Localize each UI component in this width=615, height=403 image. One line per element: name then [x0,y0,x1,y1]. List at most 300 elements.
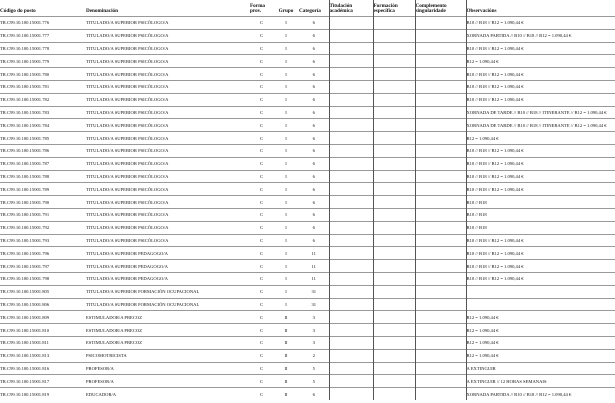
cell-titulacion [329,298,373,311]
cell-forma: C [250,247,273,260]
table-row [0,119,615,132]
cell-codigo: TR.C99.10.100.15001.813 [0,349,86,362]
cell-formacion [373,144,415,157]
cell-formacion [373,196,415,209]
cell-observacions: B10 // B18 // B12 = 1.090,44 € [466,157,615,170]
cell-grupo: I [273,42,299,55]
cell-titulacion [329,349,373,362]
cell-grupo: I [273,106,299,119]
cell-observacions: A EXTINGUIR [466,362,615,375]
cell-categoria: 6 [299,119,329,132]
cell-categoria: 11 [299,247,329,260]
cell-observacions: B10 // B18 // B12 = 1.090,44 € [466,80,615,93]
cell-observacions: B10 // B18 // B12 = 1.090,44 € [466,170,615,183]
cell-grupo: I [273,93,299,106]
cell-formacion [373,132,415,145]
header-observacions: Observacións [466,0,615,17]
cell-grupo: I [273,157,299,170]
table-row [0,196,615,209]
cell-denominacion: TITULADO/A SUPERIOR PEDAGOGO/A [86,272,250,285]
cell-denominacion: TITULADO/A SUPERIOR PSICÓLOGO/A [86,80,250,93]
cell-complemento [415,183,466,196]
cell-observacions: B10 // B18 // B12 = 1.090,44 € [466,247,615,260]
cell-observacions [466,285,615,298]
cell-observacions: XORNADA PARTIDA // B10 // B18 // B12 = 1.090,44 € [466,388,615,400]
cell-denominacion: ESTIMULADOR/A PRECOZ [86,311,250,324]
cell-categoria: 5 [299,375,329,388]
cell-formacion [373,221,415,234]
table-row [0,298,615,311]
cell-codigo: TR.C99.10.100.15001.790 [0,196,86,209]
cell-forma: C [250,17,273,30]
cell-formacion [373,375,415,388]
cell-grupo: I [273,221,299,234]
cell-grupo: I [273,285,299,298]
cell-grupo: I [273,298,299,311]
cell-codigo: TR.C99.10.100.15001.806 [0,298,86,311]
cell-forma: C [250,55,273,68]
cell-forma: C [250,311,273,324]
cell-grupo: I [273,183,299,196]
cell-categoria: 11 [299,272,329,285]
cell-forma: C [250,260,273,273]
cell-titulacion [329,221,373,234]
table-row [0,68,615,81]
cell-forma: C [250,80,273,93]
cell-observacions: B12 = 1.090,44 € [466,336,615,349]
cell-grupo: I [273,234,299,247]
cell-codigo: TR.C99.10.100.15001.789 [0,183,86,196]
cell-observacions: B12 = 1.090,44 € [466,324,615,337]
header-forma: Forma prov. [250,2,265,15]
cell-observacions: XORNADA DE TARDE // B10 // B18 // ITINERANTE // B12 = 1.090,44 € [466,119,615,132]
cell-grupo: I [273,247,299,260]
cell-codigo: TR.C99.10.100.15001.780 [0,68,86,81]
cell-forma: C [250,336,273,349]
cell-forma: C [250,29,273,42]
cell-grupo: I [273,68,299,81]
cell-denominacion: TITULADO/A SUPERIOR PSICÓLOGO/A [86,157,250,170]
cell-observacions: B10 // B18 [466,208,615,221]
cell-complemento [415,324,466,337]
cell-codigo: TR.C99.10.100.15001.788 [0,170,86,183]
cell-forma: C [250,93,273,106]
cell-formacion [373,336,415,349]
cell-observacions: B12 = 1.090,44 € [466,311,615,324]
cell-denominacion: ESTIMULADOR/A PRECOZ [86,336,250,349]
cell-codigo: TR.C99.10.100.15001.796 [0,247,86,260]
cell-codigo: TR.C99.10.100.15001.785 [0,132,86,145]
cell-complemento [415,17,466,30]
cell-observacions: B10 // B18 // B12 = 1.090,44 € [466,272,615,285]
cell-titulacion [329,42,373,55]
cell-titulacion [329,247,373,260]
cell-complemento [415,221,466,234]
cell-codigo: TR.C99.10.100.15001.777 [0,29,86,42]
cell-formacion [373,208,415,221]
cell-titulacion [329,119,373,132]
cell-complemento [415,119,466,132]
cell-forma: C [250,42,273,55]
cell-denominacion: TITULADO/A SUPERIOR PEDAGOGO/A [86,247,250,260]
cell-categoria: 3 [299,336,329,349]
cell-complemento [415,362,466,375]
cell-codigo: TR.C99.10.100.15001.805 [0,285,86,298]
cell-complemento [415,247,466,260]
table-row [0,375,615,388]
cell-categoria: 31 [299,298,329,311]
cell-codigo: TR.C99.10.100.15001.798 [0,272,86,285]
cell-formacion [373,93,415,106]
cell-categoria: 6 [299,80,329,93]
cell-codigo: TR.C99.10.100.15001.779 [0,55,86,68]
cell-grupo: II [273,336,299,349]
cell-formacion [373,17,415,30]
cell-complemento [415,272,466,285]
cell-codigo: TR.C99.10.100.15001.787 [0,157,86,170]
cell-complemento [415,208,466,221]
cell-titulacion [329,196,373,209]
cell-forma: C [250,68,273,81]
table-row [0,93,615,106]
cell-codigo: TR.C99.10.100.15001.783 [0,106,86,119]
cell-observacions: B10 // B18 // B12 = 1.090,44 € [466,144,615,157]
cell-grupo: II [273,324,299,337]
table-header-row [0,0,615,17]
cell-forma: C [250,234,273,247]
cell-formacion [373,272,415,285]
cell-categoria: 6 [299,196,329,209]
cell-categoria: 6 [299,388,329,400]
cell-complemento [415,55,466,68]
cell-formacion [373,183,415,196]
cell-denominacion: TITULADO/A SUPERIOR PSICÓLOGO/A [86,132,250,145]
cell-formacion [373,260,415,273]
cell-forma: C [250,349,273,362]
cell-grupo: I [273,132,299,145]
cell-denominacion: TITULADO/A SUPERIOR PSICÓLOGO/A [86,119,250,132]
cell-categoria: 6 [299,42,329,55]
cell-grupo: I [273,170,299,183]
cell-titulacion [329,80,373,93]
cell-denominacion: PROFESOR/A [86,375,250,388]
table-row [0,272,615,285]
cell-categoria: 5 [299,362,329,375]
cell-denominacion: TITULADO/A SUPERIOR PEDAGOGO/A [86,260,250,273]
cell-codigo: TR.C99.10.100.15001.810 [0,324,86,337]
cell-titulacion [329,93,373,106]
cell-observacions: B10 // B18 // B12 = 1.090,44 € [466,260,615,273]
cell-denominacion: ESTIMULADOR/A PRECOZ [86,324,250,337]
cell-formacion [373,324,415,337]
cell-categoria: 31 [299,285,329,298]
cell-observacions: B12 = 1.090,44 € [466,55,615,68]
cell-titulacion [329,375,373,388]
cell-titulacion [329,260,373,273]
cell-forma: C [250,119,273,132]
cell-codigo: TR.C99.10.100.15001.776 [0,17,86,30]
cell-codigo: TR.C99.10.100.15001.786 [0,144,86,157]
table-row [0,362,615,375]
cell-forma: C [250,388,273,400]
cell-categoria: 6 [299,157,329,170]
cell-forma: C [250,183,273,196]
cell-complemento [415,80,466,93]
cell-codigo: TR.C99.10.100.15001.793 [0,234,86,247]
cell-grupo: I [273,272,299,285]
cell-codigo: TR.C99.10.100.15001.809 [0,311,86,324]
cell-denominacion: TITULADO/A SUPERIOR FORMACIÓN OCUPACIONAL [86,298,250,311]
cell-formacion [373,106,415,119]
table-row [0,170,615,183]
cell-complemento [415,298,466,311]
cell-formacion [373,80,415,93]
cell-forma: C [250,196,273,209]
cell-titulacion [329,234,373,247]
cell-grupo: I [273,260,299,273]
cell-forma: C [250,362,273,375]
cell-categoria: 2 [299,349,329,362]
cell-titulacion [329,106,373,119]
cell-denominacion: TITULADO/A SUPERIOR FORMACIÓN OCUPACIONAL [86,285,250,298]
table-row [0,349,615,362]
cell-complemento [415,132,466,145]
cell-formacion [373,298,415,311]
cell-categoria: 6 [299,208,329,221]
cell-categoria: 6 [299,132,329,145]
cell-complemento [415,106,466,119]
cell-categoria: 6 [299,93,329,106]
cell-forma: C [250,157,273,170]
table-row [0,132,615,145]
header-categoria: Categoría [299,8,321,15]
table-row [0,285,615,298]
cell-observacions: B10 // B18 // B12 = 1.090,44 € [466,68,615,81]
header-titulacion: Titulación académica [329,0,373,17]
cell-complemento [415,93,466,106]
cell-categoria: 6 [299,17,329,30]
cell-codigo: TR.C99.10.100.15001.784 [0,119,86,132]
cell-observacions: B12 = 1.090,44 € [466,349,615,362]
cell-grupo: II [273,388,299,400]
cell-categoria: 6 [299,144,329,157]
cell-formacion [373,285,415,298]
table-row [0,208,615,221]
cell-complemento [415,349,466,362]
cell-complemento [415,311,466,324]
cell-codigo: TR.C99.10.100.15001.817 [0,375,86,388]
cell-titulacion [329,285,373,298]
cell-denominacion: TITULADO/A SUPERIOR PSICÓLOGO/A [86,68,250,81]
cell-categoria: 6 [299,234,329,247]
header-codigo: Código do posto [0,8,36,15]
cell-formacion [373,388,415,400]
cell-forma: C [250,132,273,145]
table-body [0,17,615,400]
cell-titulacion [329,68,373,81]
cell-denominacion: TITULADO/A SUPERIOR PSICÓLOGO/A [86,196,250,209]
header-denominacion: Denominación [86,8,118,15]
cell-complemento [415,388,466,400]
cell-complemento [415,157,466,170]
cell-titulacion [329,144,373,157]
cell-forma: C [250,298,273,311]
cell-titulacion [329,362,373,375]
table-row [0,234,615,247]
cell-categoria: 6 [299,183,329,196]
cell-formacion [373,362,415,375]
cell-denominacion: TITULADO/A SUPERIOR PSICÓLOGO/A [86,234,250,247]
cell-denominacion: TITULADO/A SUPERIOR PSICÓLOGO/A [86,221,250,234]
cell-grupo: II [273,311,299,324]
cell-denominacion: EDUCADOR/A [86,388,250,400]
cell-formacion [373,170,415,183]
cell-titulacion [329,272,373,285]
cell-titulacion [329,17,373,30]
table-row [0,260,615,273]
cell-titulacion [329,336,373,349]
cell-denominacion: TITULADO/A SUPERIOR PSICÓLOGO/A [86,208,250,221]
cell-codigo: TR.C99.10.100.15001.819 [0,388,86,400]
cell-forma: C [250,285,273,298]
cell-observacions: XORNADA DE TARDE // B10 // B18 // ITINERANTE // B12 = 1.090,44 € [466,106,615,119]
table-row [0,247,615,260]
header-formacion: Formación específica [373,0,415,17]
cell-forma: C [250,170,273,183]
cell-grupo: I [273,196,299,209]
cell-categoria: 6 [299,55,329,68]
cell-denominacion: TITULADO/A SUPERIOR PSICÓLOGO/A [86,93,250,106]
cell-forma: C [250,375,273,388]
cell-observacions: B10 // B18 // B12 = 1.090,44 € [466,183,615,196]
table-row [0,144,615,157]
cell-observacions: B10 // B18 // B12 = 1.090,44 € [466,93,615,106]
cell-titulacion [329,170,373,183]
cell-grupo: I [273,208,299,221]
cell-denominacion: TITULADO/A SUPERIOR PSICÓLOGO/A [86,29,250,42]
cell-complemento [415,144,466,157]
cell-titulacion [329,388,373,400]
table-row [0,388,615,400]
cell-titulacion [329,55,373,68]
cell-codigo: TR.C99.10.100.15001.778 [0,42,86,55]
cell-forma: C [250,144,273,157]
cell-observacions: B12 = 1.090,44 € [466,132,615,145]
cell-complemento [415,375,466,388]
cell-denominacion: TITULADO/A SUPERIOR PSICÓLOGO/A [86,17,250,30]
cell-denominacion: TITULADO/A SUPERIOR PSICÓLOGO/A [86,144,250,157]
cell-codigo: TR.C99.10.100.15001.781 [0,80,86,93]
cell-formacion [373,68,415,81]
cell-titulacion [329,324,373,337]
cell-formacion [373,55,415,68]
cell-codigo: TR.C99.10.100.15001.792 [0,221,86,234]
table-row [0,80,615,93]
header-grupo: Grupo [278,8,294,15]
cell-forma: C [250,221,273,234]
cell-categoria: 6 [299,106,329,119]
cell-codigo: TR.C99.10.100.15001.782 [0,93,86,106]
cell-formacion [373,247,415,260]
cell-denominacion: TITULADO/A SUPERIOR PSICÓLOGO/A [86,106,250,119]
cell-grupo: I [273,29,299,42]
cell-complemento [415,68,466,81]
cell-formacion [373,119,415,132]
table-row [0,311,615,324]
table-row [0,29,615,42]
table-row [0,17,615,30]
cell-codigo: TR.C99.10.100.15001.791 [0,208,86,221]
cell-denominacion: TITULADO/A SUPERIOR PSICÓLOGO/A [86,55,250,68]
cell-complemento [415,29,466,42]
table-row [0,106,615,119]
cell-formacion [373,29,415,42]
cell-observacions: B10 // B18 [466,196,615,209]
table-row [0,42,615,55]
cell-titulacion [329,183,373,196]
cell-categoria: 3 [299,311,329,324]
cell-observacions: B10 // B18 // B12 = 1.090,44 € [466,42,615,55]
cell-grupo: I [273,55,299,68]
cell-complemento [415,42,466,55]
cell-grupo: I [273,144,299,157]
table-row [0,221,615,234]
cell-formacion [373,42,415,55]
cell-forma: C [250,324,273,337]
cell-observacions: B10 // B18 // B12 = 1.090,44 € [466,17,615,30]
cell-categoria: 6 [299,221,329,234]
cell-grupo: I [273,17,299,30]
cell-observacions: B10 // B18 [466,221,615,234]
cell-titulacion [329,29,373,42]
cell-categoria: 6 [299,29,329,42]
cell-titulacion [329,132,373,145]
cell-codigo: TR.C99.10.100.15001.811 [0,336,86,349]
cell-observacions: A EXTINGUIR // 12 HORAS SEMANAIS [466,375,615,388]
cell-complemento [415,336,466,349]
cell-complemento [415,260,466,273]
cell-complemento [415,285,466,298]
cell-forma: C [250,208,273,221]
cell-codigo: TR.C99.10.100.15001.816 [0,362,86,375]
table-row [0,55,615,68]
cell-denominacion: TITULADO/A SUPERIOR PSICÓLOGO/A [86,170,250,183]
cell-forma: C [250,106,273,119]
cell-forma: C [250,272,273,285]
cell-codigo: TR.C99.10.100.15001.797 [0,260,86,273]
cell-titulacion [329,208,373,221]
cell-titulacion [329,311,373,324]
cell-categoria: 3 [299,324,329,337]
cell-complemento [415,234,466,247]
cell-formacion [373,311,415,324]
cell-grupo: II [273,349,299,362]
cell-categoria: 6 [299,68,329,81]
cell-denominacion: TITULADO/A SUPERIOR PSICÓLOGO/A [86,183,250,196]
cell-denominacion: PROFESOR/A [86,362,250,375]
cell-complemento [415,170,466,183]
table-row [0,157,615,170]
cell-categoria: 11 [299,260,329,273]
cell-observacions [466,298,615,311]
cell-complemento [415,196,466,209]
cell-formacion [373,157,415,170]
cell-denominacion: TITULADO/A SUPERIOR PSICÓLOGO/A [86,42,250,55]
cell-observacions: B10 // B18 // B12 = 1.090,44 € [466,234,615,247]
cell-titulacion [329,157,373,170]
cell-observacions: XORNADA PARTIDA // B10 // B18 // B12 = 1.090,44 € [466,29,615,42]
cell-grupo: I [273,119,299,132]
